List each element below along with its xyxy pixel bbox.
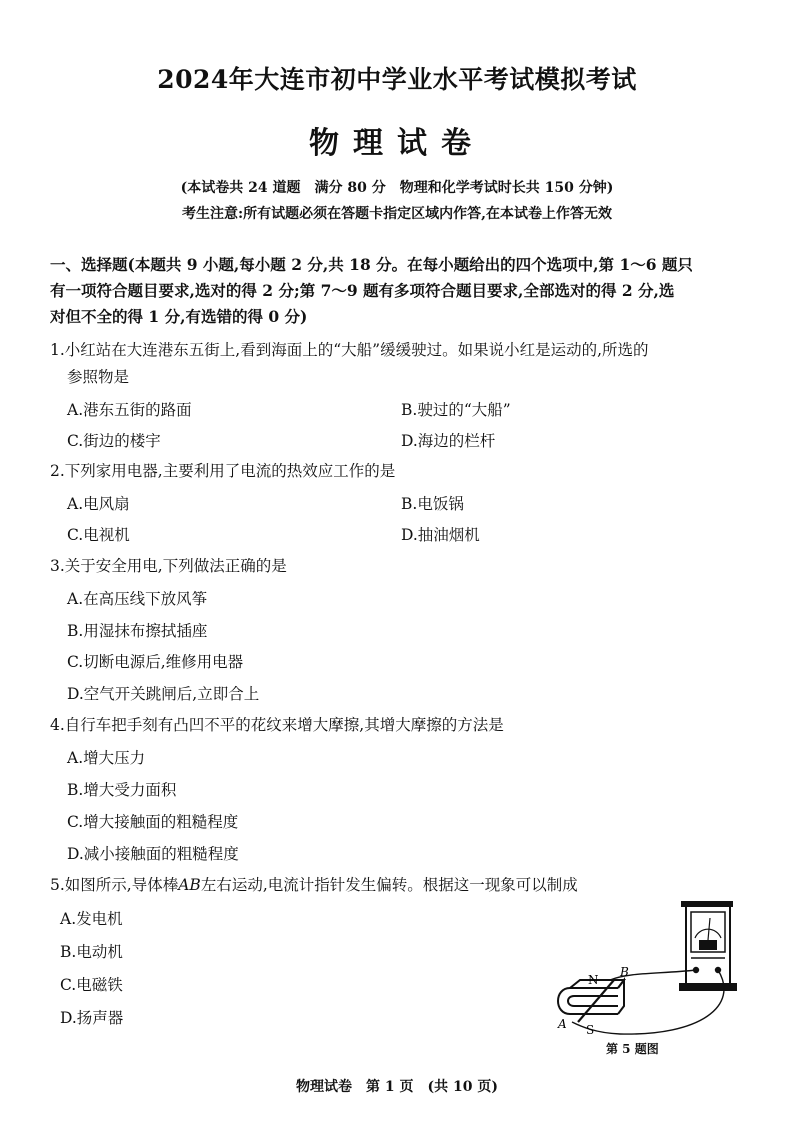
q1-option-b: B.驶过的“大船” (401, 401, 511, 419)
q4-option-b: B.增大受力面积 (67, 781, 177, 799)
label-a: A (558, 1017, 567, 1031)
question-1-stem-cont: 参照物是 (67, 368, 130, 386)
exam-title: 2024年大连市初中学业水平考试模拟考试 (157, 65, 637, 94)
q4-option-c: C.增大接触面的粗糙程度 (67, 813, 239, 831)
q1-option-d: D.海边的栏杆 (401, 432, 496, 450)
galvanometer-icon (680, 902, 736, 990)
q5-stem-pre: 5.如图所示,导体棒 (50, 876, 179, 894)
q1-option-c: C.街边的楼宇 (67, 432, 161, 450)
q4-option-a: A.增大压力 (67, 749, 146, 767)
q3-option-d: D.空气开关跳闸后,立即合上 (67, 685, 260, 703)
section-heading-line-1: 一、选择题(本题共 9 小题,每小题 2 分,共 18 分。在每小题给出的四个选项中,第 1～6 题只 (50, 255, 693, 274)
q5-stem-post: 左右运动,电流计指针发生偏转。根据这一现象可以制成 (200, 876, 578, 894)
q2-option-c: C.电视机 (67, 526, 130, 544)
q3-option-b: B.用湿抹布擦拭插座 (67, 622, 208, 640)
q2-option-b: B.电饭锅 (401, 495, 464, 513)
q3-option-c: C.切断电源后,维修用电器 (67, 653, 244, 671)
label-n: N (588, 973, 599, 987)
question-3-stem: 3.关于安全用电,下列做法正确的是 (50, 557, 287, 575)
q4-option-d: D.减小接触面的粗糙程度 (67, 845, 239, 863)
exam-info: (本试卷共 24 道题 满分 80 分 物理和化学考试时长共 150 分钟) (180, 180, 614, 196)
exam-notice: 考生注意:所有试题必须在答题卡指定区域内作答,在本试卷上作答无效 (181, 206, 613, 222)
question-5-stem (50, 874, 760, 896)
label-s: S (586, 1023, 595, 1037)
page-footer: 物理试卷 第 1 页 (共 10 页) (296, 1079, 498, 1095)
q5-option-c: C.电磁铁 (60, 976, 123, 994)
q2-option-a: A.电风扇 (67, 495, 130, 513)
q5-option-d: D.扬声器 (60, 1009, 124, 1027)
q1-option-a: A.港东五街的路面 (67, 401, 192, 419)
question-1-stem: 1.小红站在大连港东五街上,看到海面上的“大船”缓缓驶过。如果说小红是运动的,所选的 (50, 341, 649, 359)
galvanometer-figure (540, 896, 750, 1062)
figure-caption: 第 5 题图 (606, 1042, 659, 1056)
question-2-stem: 2.下列家用电器,主要利用了电流的热效应工作的是 (50, 462, 396, 480)
q2-option-d: D.抽油烟机 (401, 526, 480, 544)
section-heading-line-2: 有一项符合题目要求,选对的得 2 分;第 7～9 题有多项符合题目要求,全部选对的得 2 分,选 (50, 281, 675, 300)
question-4-stem: 4.自行车把手刻有凸凹不平的花纹来增大摩擦,其增大摩擦的方法是 (50, 716, 504, 734)
q5-option-a: A.发电机 (60, 910, 123, 928)
label-b: B (620, 965, 629, 979)
subject-title: 物理试卷 (309, 126, 485, 161)
section-heading-line-3: 对但不全的得 1 分,有选错的得 0 分) (50, 307, 308, 326)
q3-option-a: A.在高压线下放风筝 (67, 590, 208, 608)
q5-option-b: B.电动机 (60, 943, 123, 961)
q5-stem-ab: AB (178, 876, 201, 894)
